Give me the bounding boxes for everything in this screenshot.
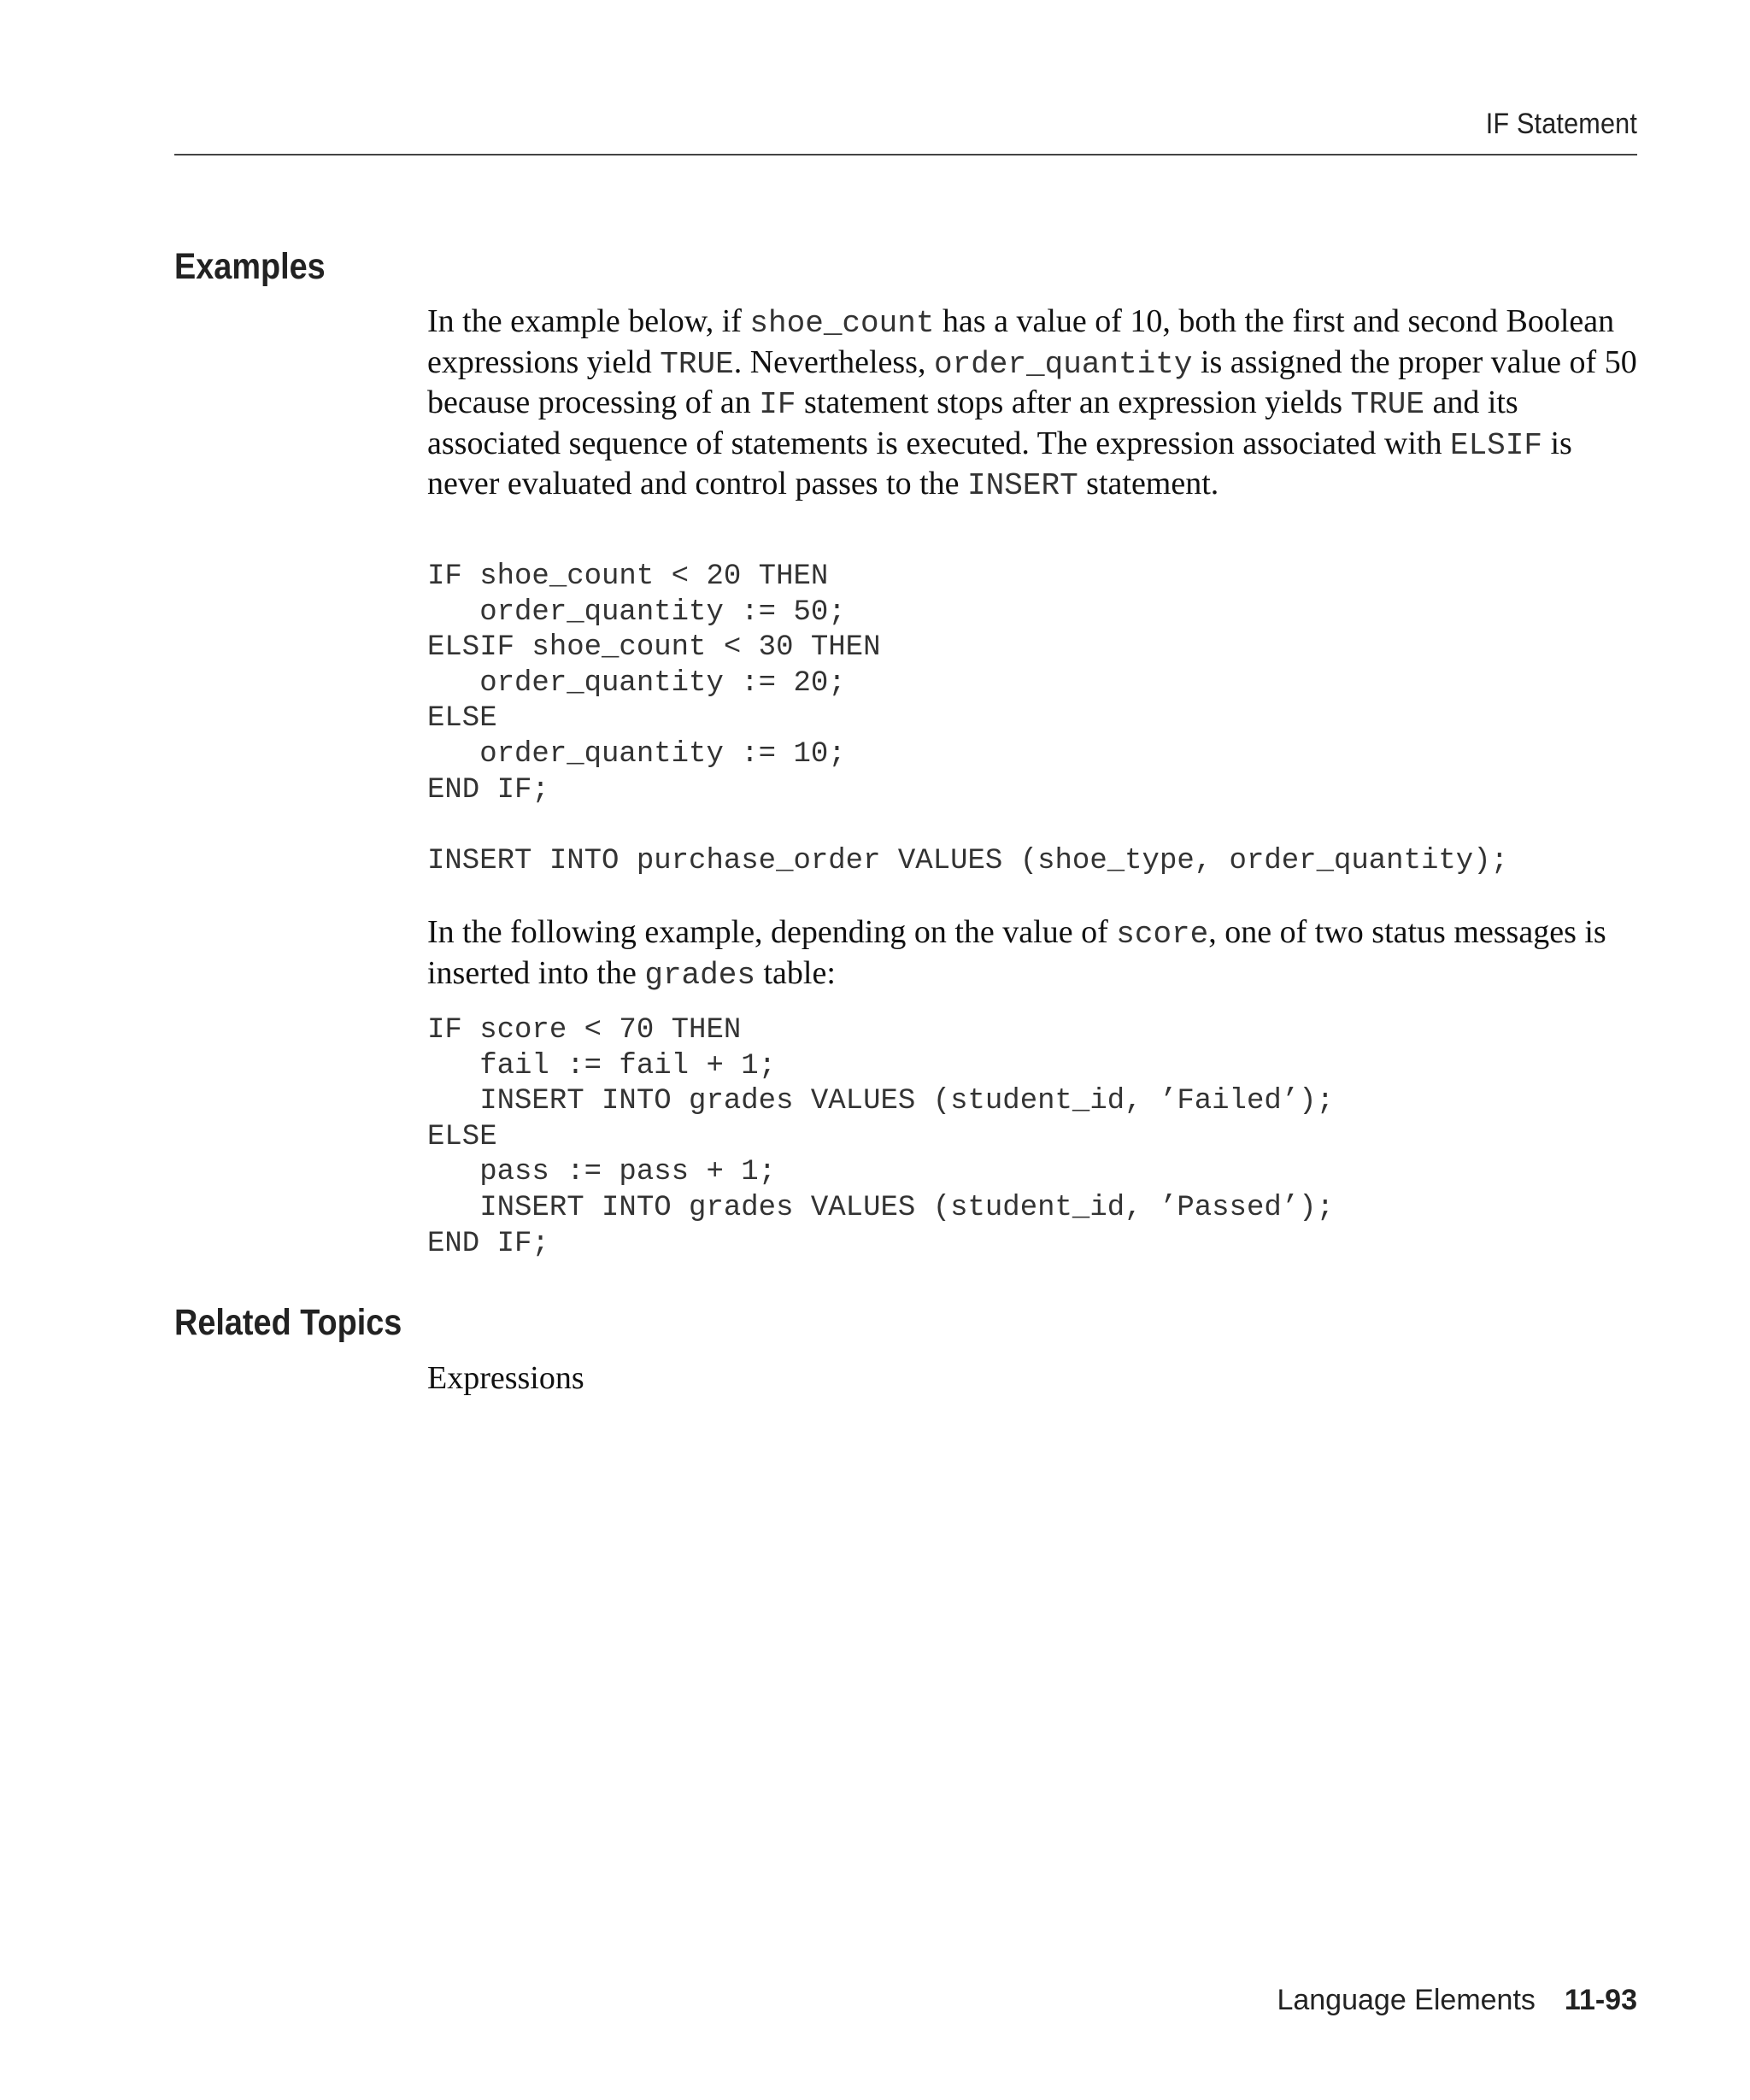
inline-code: TRUE [660, 346, 734, 382]
examples-intro-paragraph: In the example below, if shoe_count has a value of 10, both the first and second Boolean expressions yield TRUE. Nevertheless, order_quantity is assigned the proper value of 50 because processing of an IF statement stops after an expression yields TRUE and its associated sequence of statements is executed. The expression associated with ELSIF is never evaluated and control passes to the INSERT statement. [427, 303, 1637, 504]
related-topic-link-expressions[interactable]: Expressions [427, 1360, 584, 1396]
footer-section-title: Language Elements [1277, 1984, 1536, 2016]
header-divider [174, 154, 1637, 155]
page-footer [1277, 1984, 1637, 2017]
code-example-if-elsif: IF shoe_count < 20 THEN order_quantity := 50; ELSIF shoe_count < 30 THEN order_quantity := 20; ELSE order_quantity := 10; END IF; INSERT INTO purchase_order VALUES (shoe_type, order_quantity); [427, 560, 1509, 877]
related-topics-heading: Related Topics [174, 1302, 402, 1343]
examples-heading: Examples [174, 246, 326, 287]
inline-code: TRUE [1350, 387, 1424, 423]
inline-code: ELSIF [1449, 427, 1542, 463]
page-number: 11-93 [1564, 1984, 1637, 2016]
inline-code: shoe_count [749, 306, 935, 341]
code-example-if-else: IF score < 70 THEN fail := fail + 1; INSERT INTO grades VALUES (student_id, ’Failed’); ELSE pass := pass + 1; INSERT INTO grades VALUES (student_id, ’Passed’); END IF; [427, 1014, 1334, 1260]
running-header-title: IF Statement [1485, 108, 1637, 140]
inline-code: INSERT [967, 468, 1078, 504]
inline-code: score [1116, 917, 1209, 952]
inline-code: order_quantity [933, 346, 1193, 382]
inline-code: IF [759, 387, 796, 423]
inline-code: grades [644, 957, 755, 993]
examples-second-paragraph: In the following example, depending on the value of score, one of two status messages is inserted into the grades table: [427, 914, 1606, 993]
